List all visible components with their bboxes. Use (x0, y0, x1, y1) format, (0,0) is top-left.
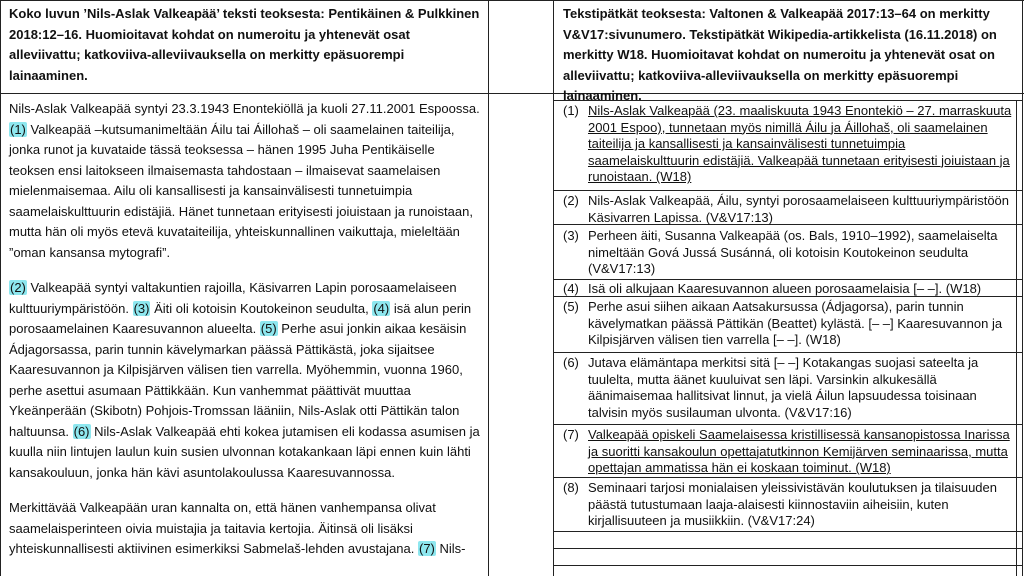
entry-text: Nils-Aslak Valkeapää (23. maaliskuuta 1943 Enontekiö – 27. marraskuuta 2001 Espoo), tunnetaan myös nimillä Áilu ja Áillohaš, oli saamelainen taiteilija ja kansallisesti ja kansainvälisesti tunnetuimpia saamelaiskulttuurin edistäjiä. Valkeapää tunnetaan erityisesti joiuistaan ja runoistaan. (W18) (588, 103, 1012, 185)
entry-number: (5) (563, 299, 579, 314)
entry-text: Seminaari tarjosi monialaisen yleissivistävän koulutuksen ja tilaisuuden päästä tutustumaan laaja-alaisesti kiinnostaviin aiheisiin, kuten kirjallisuuteen ja musiikkiin. (V&V17:24) (588, 480, 997, 529)
marker-6: (6) (73, 423, 90, 439)
right-row-line (553, 565, 1022, 566)
left-column-header: Koko luvun ’Nils-Aslak Valkeapää’ teksti teoksesta: Pentikäinen & Pulkkinen 2018:12–16. Huomioitavat kohdat on numeroitu ja yhtenevät osat alleviivattu; katkoviiva-alleviivauksella on merkitty epäsuorempi lainaaminen. (9, 6, 480, 83)
marker-3: (3) (133, 300, 150, 316)
entry-number: (7) (563, 427, 579, 442)
source-entry-5 (563, 299, 1018, 349)
body-paragraph (9, 498, 481, 560)
source-entry-4 (563, 281, 1018, 298)
text-run: Nils-Aslak Valkeapää syntyi 23.3.1943 Enontekiöllä ja kuoli 27.11.2001 Espoossa. (9, 101, 480, 116)
entry-number: (2) (563, 193, 579, 208)
entry-number: (1) (563, 103, 579, 118)
right-row-line (553, 352, 1022, 353)
text-run: Äiti oli kotoisin Koutokeinon seudulta, (150, 300, 373, 316)
right-row-line (553, 531, 1022, 532)
right-column-border (1022, 0, 1023, 576)
entry-text: Isä oli alkujaan Kaaresuvannon alueen porosaamelaisia [– –]. (W18) (588, 281, 982, 296)
center-divider-left (488, 0, 489, 576)
entry-text: Perhe asui siihen aikaan Aatsakursussa (Ádjagorsa), parin tunnin kävelymatkan päässä Pättikän (Beattet) kylästä. [– –] Kaaresuvannon ja Kilpisjärven välisen tien varrella [– –]. (W18) (588, 299, 1003, 348)
body-paragraph (9, 99, 481, 263)
marker-5: (5) (260, 321, 277, 336)
text-run: Merkittävää Valkeapään uran kannalta on, että hänen vanhempansa olivat saamelaisperinteen oivia muistajia ja taitavia kertojia. Äitinsä oli lisäksi yhteiskunnallisesti aktiivinen esimerkiksi Sabmelaš-lehden avustajana. (9, 500, 436, 556)
marker-7: (7) (418, 541, 435, 556)
text-run: Valkeapää –kutsumanimeltään Áilu tai Áillohaš – oli saamelainen taiteilija, jonka runot ja kuvataide tässä teoksessa – hänen 1995 Juha Pentikäiselle teoksen ensi laitokseen ilmaisemasta tahdostaan – ilmaisevat saamelaisen mielenmaisemaa. Ailu oli kansallisesti ja kansainvälisesti tunnetuimpia saamelaiskulttuurin edistäjiä. Hänet tunnetaan erityisesti joiuistaan ja runoistaan, mutta hän oli myös etevä kuvataiteilija, yhteiskunnallinen vaikuttaja, mieleltään ”oman kansansa mytografi”. (9, 121, 473, 260)
source-entry-8 (563, 480, 1018, 530)
right-row-line (553, 190, 1022, 191)
body-paragraph (9, 278, 481, 483)
right-column-header: Tekstipätkät teoksesta: Valtonen & Valkeapää 2017:13–64 on merkitty V&V17:sivunumero. Tekstipätkät Wikipedia-artikkelista (16.11.2018) on merkitty W18. Huomioitavat kohdat on numeroitu ja yhtenevät osat on alleviivattu; katkoviiva-alleviivauksella on merkitty epäsuorempi lainaaminen. (563, 6, 997, 103)
text-run: Valkeapää syntyi valtakuntien rajoilla, Käsivarren Lapin porosaamelaiseen kulttuuriympäristöön. (9, 280, 457, 316)
entry-number: (6) (563, 355, 579, 370)
entry-text: Valkeapää opiskeli Saamelaisessa kristillisessä kansanopistossa Inarissa ja suoritti kansakoulun opettajatutkinnon Kemijärven seminaarissa, mutta opettajan ammatissa hän ei koskaan toiminut. (W18) (588, 427, 1010, 476)
source-entry-1 (563, 103, 1018, 186)
marker-2: (2) (10, 280, 26, 295)
right-row-line (553, 424, 1022, 425)
source-entry-6 (563, 355, 1018, 421)
table-top-border (0, 0, 1024, 1)
source-entry-7 (563, 427, 1018, 477)
entry-text: Perheen äiti, Susanna Valkeapää (os. Bals, 1910–1992), saamelaiselta nimeltään Gová Jussá Susánná, oli kotoisin Koutokeinon seudulta (V&V17:13) (588, 228, 998, 277)
source-entry-3 (563, 228, 1018, 278)
text-run: isä alun perin porosaamelainen Kaaresuvannon alueelta. (9, 300, 472, 336)
entry-text: Jutava elämäntapa merkitsi sitä [– –] Kotakangas suojasi sateelta ja tuulelta, mutta äänet kuuluivat sen läpi. Varsinkin alkukesällä äänimaisemaa hallitsivat linnut, ja vielä Áilun lapsuudessa toisinaan talvisin myös susilauman ulvonta. (V&V17:16) (588, 355, 979, 420)
text-run: Nils- (435, 541, 466, 556)
right-row-line (553, 477, 1022, 478)
entry-number: (3) (563, 228, 579, 243)
source-entry-2 (563, 193, 1018, 226)
entry-number: (4) (563, 281, 579, 296)
left-column-body (9, 99, 481, 575)
left-column-border (0, 0, 1, 576)
center-divider-right (553, 0, 554, 576)
text-run: Perhe asui jonkin aikaa kesäisin Ádjagorsassa, parin tunnin kävelymarkan päässä Pättikästä, joka sijaitsee Kaaresuvannon ja Kilpisjärven välisen tien varrella. Myöhemmin, vuonna 1960, perhe asettui asumaan Pättikkään. Kun vanhemmat päättivät muuttaa Ykeänperään (Skibotn) Pohjois-Tromssan lääniin, Nils-Aslak otti Pättikän talon haltuunsa. (9, 321, 467, 439)
entry-number: (8) (563, 480, 579, 495)
right-row-line (553, 548, 1022, 549)
text-run: Nils-Aslak Valkeapää ehti kokea jutamisen eli kodassa asumisen ja kuulla niin lintujen laulun kuin susien ulvonnan kotakankaan läpi ennen kuin lähti kansakouluun, jonka hän kävi asuntolakoulussa Kaaresuvannossa. (9, 423, 480, 480)
entry-text: Nils-Aslak Valkeapää, Áilu, syntyi porosaamelaiseen kulttuuriympäristöön Käsivarren Lapissa. (V&V17:13) (588, 193, 1010, 225)
right-row-line (553, 279, 1022, 280)
marker-4: (4) (373, 300, 390, 316)
marker-1: (1) (10, 121, 26, 137)
